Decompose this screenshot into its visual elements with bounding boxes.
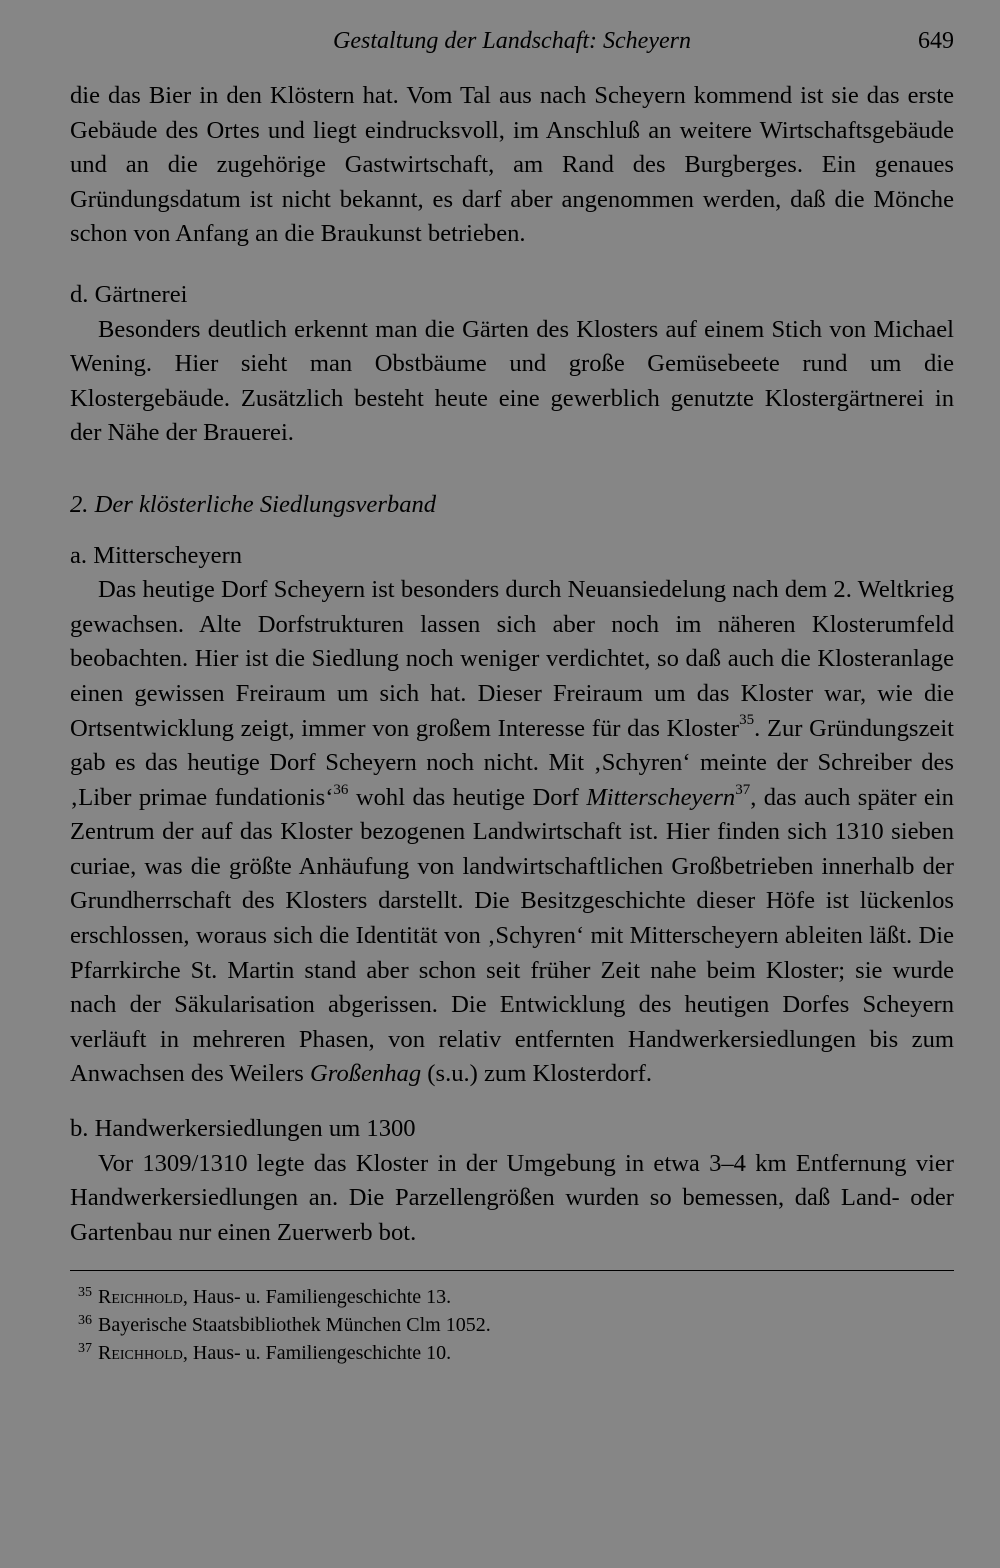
subheading-mitterscheyern: a. Mitterscheyern — [70, 541, 243, 569]
paragraph-mitterscheyern — [70, 573, 954, 1092]
paragraph-opening: die das Bier in den Klöstern hat. Vom Tal aus nach Scheyern kommend ist sie das erste Gebäude des Ortes und liegt eindrucksvoll, im Anschluß an weitere Wirtschaftsgebäude und an die zugehörige Gastwirtschaft, am Rand des Burgberges. Ein genaues Gründungsdatum ist nicht bekannt, es darf aber angenommen werden, daß die Mönche schon von Anfang an die Braukunst betrieben. — [70, 82, 954, 248]
footnote-ref-37: 37 — [735, 781, 751, 798]
paragraph-handwerkersiedlungen: Vor 1309/1310 legte das Kloster in der Umgebung in etwa 3–4 km Entfernung vier Handwerkersiedlungen an. Die Parzellengrößen wurden so bemessen, daß Land- oder Gartenbau nur einen Zuerwerb bot. — [70, 1149, 954, 1246]
footnote-37 — [70, 1339, 954, 1367]
footnote-ref-36: 36 — [333, 781, 349, 798]
emphasis-mitterscheyern: Mitterscheyern — [586, 783, 736, 811]
running-head — [70, 26, 954, 62]
text-run: (s.u.) zum Klosterdorf. — [421, 1060, 653, 1088]
book-page — [70, 26, 954, 1367]
footnote-ref-35: 35 — [739, 712, 755, 729]
footnote-36 — [70, 1311, 954, 1339]
footnote-author: Reichhold — [98, 1342, 183, 1365]
running-title: Gestaltung der Landschaft: Scheyern — [333, 28, 691, 54]
section-heading-siedlungsverband: 2. Der klösterliche Siedlungsverband — [70, 490, 437, 518]
text-run: , das auch später ein Zentrum der auf das Kloster bezogenen Landwirtschaft ist. Hier finden sich 1310 sieben curiae, was die größte Anhäufung von landwirtschaftlichen Großbetrieben innerhalb der Grundherrschaft des Klosters darstellt. Die Besitzgeschichte dieser Höfe ist lückenlos erschlossen, woraus sich die Identität von ‚Schyren‘ mit Mitterscheyern ableiten läßt. Die Pfarrkirche St. Martin stand aber schon seit früher Zeit nahe beim Kloster; sie wurde nach der Säkularisation abgerissen. Die Entwicklung des heutigen Dorfes Scheyern verläuft in mehreren Phasen, von relativ entfernten Handwerkersiedlungen bis zum Anwachsen des Weilers — [70, 783, 954, 1088]
emphasis-grossenhag: Großenhag — [310, 1060, 422, 1088]
body-text — [70, 79, 954, 1250]
footnote-text: , Haus- u. Familiengeschichte 13. — [182, 1286, 452, 1309]
subheading-gaertnerei: d. Gärtnerei — [70, 280, 188, 308]
page-number: 649 — [918, 28, 954, 54]
footnote-rule — [70, 1270, 954, 1271]
text-run: wohl das heutige Dorf — [348, 783, 587, 811]
footnote-text: , Haus- u. Familiengeschichte 10. — [182, 1342, 452, 1365]
footnote-number: 35 — [78, 1284, 92, 1300]
footnote-35 — [70, 1283, 954, 1311]
text-run: . Zur Gründungszeit gab es das heutige Dorf Scheyern noch nicht. Mit ‚Schyren‘ meinte der Schreiber des ‚Liber primae fundationis‘ — [70, 714, 954, 811]
footnote-number: 37 — [78, 1340, 92, 1356]
text-run: Das heutige Dorf Scheyern ist besonders durch Neuansiedelung nach dem 2. Weltkrieg gewachsen. Alte Dorfstrukturen lassen sich aber noch im näheren Klosterumfeld beobachten. Hier ist die Siedlung noch weniger verdichtet, so daß auch die Klosteranlage einen gewissen Freiraum um sich hat. Dieser Freiraum um das Kloster war, wie die Ortsentwicklung zeigt, immer von großem Interesse für das Kloster — [70, 576, 954, 742]
subheading-handwerkersiedlungen: b. Handwerkersiedlungen um 1300 — [70, 1115, 416, 1143]
footnotes — [70, 1283, 954, 1367]
footnote-text: Bayerische Staatsbibliothek München Clm 1052. — [98, 1314, 491, 1337]
footnote-number: 36 — [78, 1312, 92, 1328]
paragraph-gaertnerei: Besonders deutlich erkennt man die Gärten des Klosters auf einem Stich von Michael Wening. Hier sieht man Obstbäume und große Gemüsebeete rund um die Klostergebäude. Zusätzlich besteht heute eine gewerblich genutzte Klostergärtnerei in der Nähe der Brauerei. — [70, 315, 954, 447]
footnote-author: Reichhold — [98, 1286, 183, 1309]
